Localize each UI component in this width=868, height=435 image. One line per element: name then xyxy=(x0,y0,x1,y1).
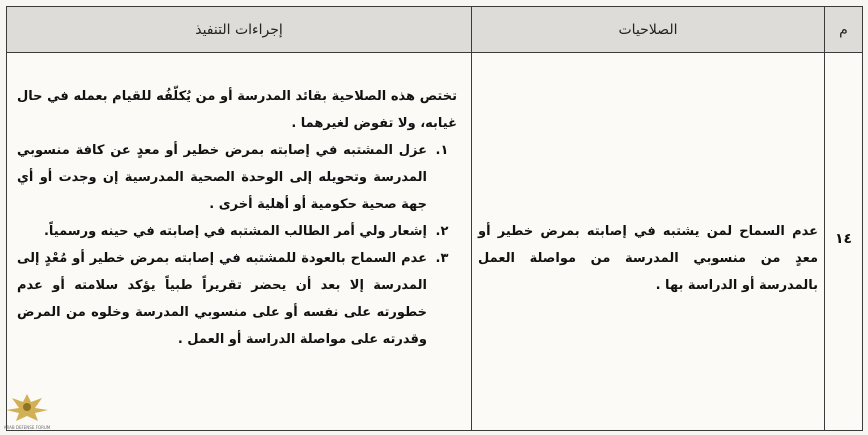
table-row xyxy=(7,53,863,431)
procedure-step: 1. عزل المشتبه في إصابته بمرض خطير أو معدٍ عن كافة منسوبي المدرسة وتحويله إلى الوحدة الصحية المدرسية إن وجدت أو أي جهة صحية حكومية أو أهلية أخرى . xyxy=(17,137,431,218)
header-number: م xyxy=(825,7,863,53)
procedures-list xyxy=(17,137,457,353)
watermark-text: ARAB DEFENSE FORUM xyxy=(4,425,50,430)
permissions-table xyxy=(6,6,863,431)
permission-text: عدم السماح لمن يشتبه في إصابته بمرض خطير أو معدٍ من منسوبي المدرسة من مواصلة العمل بالمدرسة أو الدراسة بها . xyxy=(472,53,825,431)
procedure-step: 3. عدم السماح بالعودة للمشتبه في إصابته بمرض خطير أو مُعْدٍ إلى المدرسة إلا بعد أن يحضر تقريراً طبياً يؤكد سلامته أو عدم خطورته على نفسه أو على منسوبي المدرسة وخلوه من المرض وقدرته على مواصلة الدراسة أو العمل . xyxy=(17,245,431,353)
header-procedures: إجراءات التنفيذ xyxy=(7,7,472,53)
document-page xyxy=(6,6,862,431)
procedures-intro: تختص هذه الصلاحية بقائد المدرسة أو من يُكلّفُه للقيام بعمله في حال غيابه، ولا تفوض لغيرهما . xyxy=(17,89,457,131)
eagle-emblem-icon xyxy=(4,388,50,432)
table-header-row xyxy=(7,7,863,53)
header-permissions: الصلاحيات xyxy=(472,7,825,53)
row-number: ١٤ xyxy=(825,53,863,431)
procedure-step: 2. إشعار ولي أمر الطالب المشتبه في إصابته في حينه ورسمياً. xyxy=(17,218,431,245)
procedures-cell xyxy=(7,53,472,431)
